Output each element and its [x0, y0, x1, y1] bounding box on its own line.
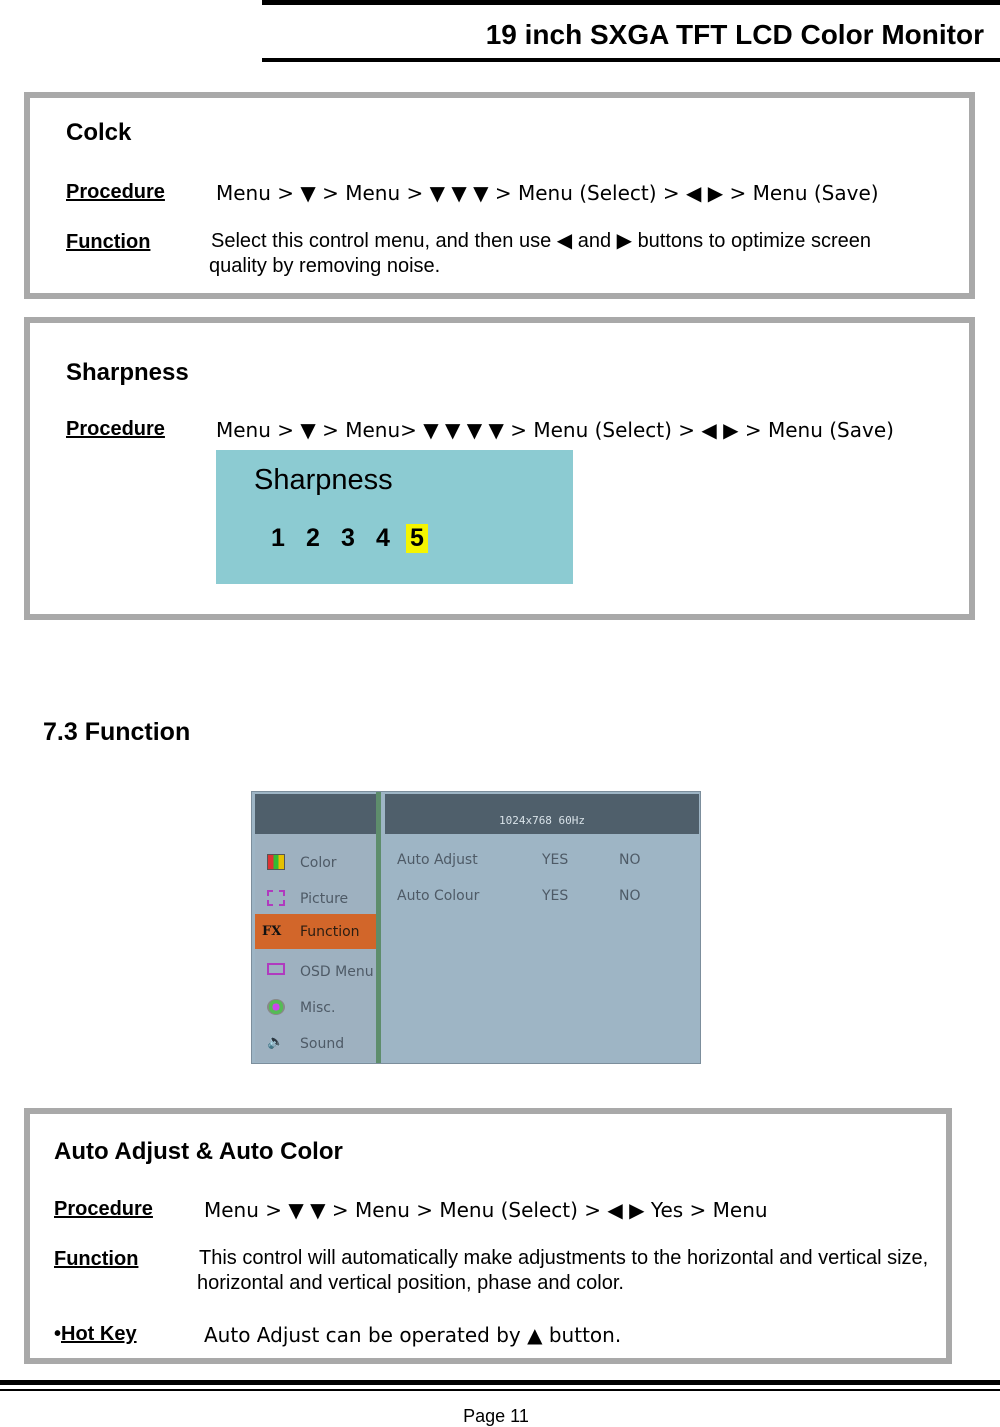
auto-function-text: This control will automatically make adjustments to the horizontal and vertical size, horizontal and vertical position, phase and color. [197, 1247, 929, 1294]
auto-adjust-title: Auto Adjust & Auto Color [54, 1138, 343, 1165]
auto-adjust-section [24, 1108, 952, 1364]
osd-menu-label: Function [300, 924, 360, 940]
hotkey-bullet: • [54, 1323, 62, 1345]
hotkey-label: Hot Key [61, 1323, 137, 1345]
function-icon: FX [262, 924, 282, 939]
osd-resolution-bar [385, 794, 699, 834]
footer-rule-thick [0, 1380, 1000, 1385]
header-rule-bottom [262, 58, 1000, 62]
clock-function-text: Select this control menu, and then use ◀ and ▶ buttons to optimize screen quality by removing noise. [209, 230, 872, 277]
osd-menu-item-sound [255, 1026, 376, 1060]
osd-menu-item-picture [255, 881, 376, 915]
auto-function-label: Function [54, 1248, 139, 1270]
sharpness-section [24, 317, 975, 620]
osd-menu-item-function-selected [255, 914, 376, 949]
sharpness-title: Sharpness [66, 359, 189, 386]
osd-function-screenshot [251, 791, 701, 1064]
sharpness-level-5-selected: 5 [406, 524, 428, 553]
osd-menu-item-osd-menu [255, 954, 376, 988]
sharpness-osd-title: Sharpness [254, 464, 393, 496]
osd-menu-list [255, 794, 381, 1062]
clock-procedure-steps: Menu > ▼ > Menu > ▼ ▼ ▼ > Menu (Select) > ◀ ▶ > Menu (Save) [216, 181, 879, 205]
osd-menu-label: OSD Menu [300, 964, 374, 980]
clock-function-label: Function [66, 231, 151, 253]
osd-menu-label: Picture [300, 891, 349, 907]
sharpness-level-3: 3 [341, 524, 355, 552]
sharpness-procedure-steps: Menu > ▼ > Menu> ▼ ▼ ▼ ▼ > Menu (Select) > ◀ ▶ > Menu (Save) [216, 418, 894, 442]
osd-menu-item-misc [255, 990, 376, 1024]
clock-procedure-label: Procedure [66, 181, 165, 203]
header-rule-top [262, 0, 1000, 5]
clock-title: Colck [66, 119, 132, 146]
page-number-text: Page 11 [463, 1406, 529, 1426]
sharpness-level-2: 2 [306, 524, 320, 552]
osd-row-auto-adjust: Auto Adjust [397, 852, 478, 868]
clock-section [24, 92, 975, 299]
osd-divider [376, 792, 381, 1063]
page-number [0, 1406, 1000, 1427]
sound-icon: 🔈 [267, 1033, 285, 1049]
osd-menu-label: Color [300, 855, 337, 871]
misc-icon [267, 999, 285, 1015]
document-title: 19 inch SXGA TFT LCD Color Monitor [485, 19, 984, 50]
osd-menu-label: Misc. [300, 1000, 336, 1016]
osd-row-auto-colour-yes: YES [542, 888, 569, 904]
osd-menu-label: Sound [300, 1036, 345, 1052]
sharpness-level-4: 4 [376, 524, 390, 552]
osd-row-auto-adjust-yes: YES [542, 852, 569, 868]
osd-menu-header [255, 794, 378, 834]
auto-procedure-label: Procedure [54, 1198, 153, 1220]
osd-row-auto-colour: Auto Colour [397, 888, 480, 904]
sharpness-procedure-label: Procedure [66, 418, 165, 440]
auto-procedure-steps: Menu > ▼ ▼ > Menu > Menu (Select) > ◀ ▶ Yes > Menu [204, 1198, 768, 1222]
sharpness-osd-panel [216, 450, 573, 584]
osd-row-auto-adjust-no: NO [619, 852, 641, 868]
color-icon [267, 854, 285, 870]
picture-icon [267, 890, 285, 906]
osd-resolution: 1024x768 60Hz [498, 814, 586, 827]
sharpness-level-1: 1 [271, 524, 285, 552]
osd-menu-icon [267, 963, 285, 975]
hotkey-text: Auto Adjust can be operated by ▲ button. [204, 1323, 622, 1347]
osd-menu-item-color [255, 845, 376, 879]
osd-row-auto-colour-no: NO [619, 888, 641, 904]
footer-rule-thin [0, 1389, 1000, 1391]
section-heading: 7.3 Function [43, 718, 191, 746]
